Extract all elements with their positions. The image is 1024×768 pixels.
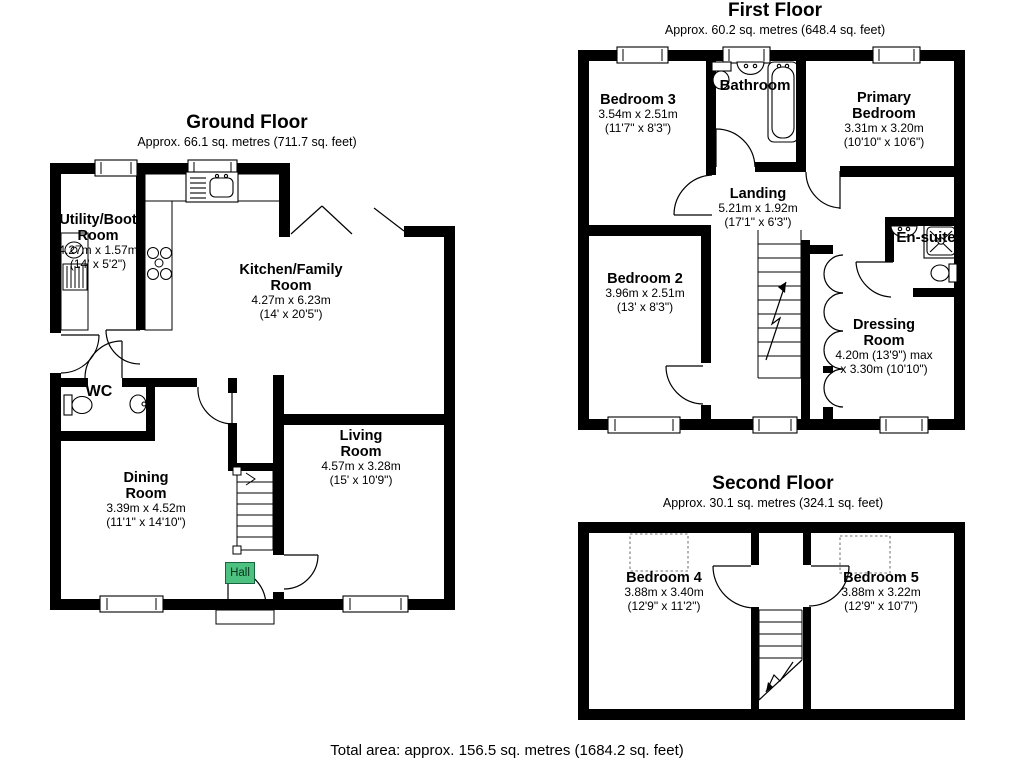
room-label-dining: Dining Room 3.39m x 4.52m (11'1" x 14'10") xyxy=(106,470,186,529)
room-label-primary-bedroom: Primary Bedroom 3.31m x 3.20m (10'10" x 10'6") xyxy=(843,90,925,149)
room-label-landing: Landing 5.21m x 1.92m (17'1" x 6'3") xyxy=(718,186,798,229)
second-floor-title-text: Second Floor xyxy=(712,473,834,494)
second-floor-plan xyxy=(578,522,965,720)
room-label-dressing: Dressing Room 4.20m (13'9") max x 3.30m (10'10") xyxy=(835,317,933,376)
room-label-wc: WC xyxy=(85,383,113,400)
hall-label-text: Hall xyxy=(230,567,250,579)
room-label-ensuite: En-suite xyxy=(896,229,956,246)
ground-floor-subtitle: Approx. 66.1 sq. metres (711.7 sq. feet) xyxy=(137,135,357,149)
first-floor-subtitle: Approx. 60.2 sq. metres (648.4 sq. feet) xyxy=(664,23,886,37)
room-label-kitchen-family: Kitchen/Family Room 4.27m x 6.23m (14' x 20'5") xyxy=(239,262,343,321)
ground-floor-stairs xyxy=(233,467,273,554)
room-label-utility: Utility/Boot Room 4.27m x 1.57m (14' x 5'2") xyxy=(58,212,138,271)
room-label-bedroom2: Bedroom 2 3.96m x 2.51m (13' x 8'3") xyxy=(605,271,685,314)
second-floor-subtitle: Approx. 30.1 sq. metres (324.1 sq. feet) xyxy=(662,496,884,510)
first-floor-title xyxy=(665,0,885,37)
room-label-bedroom5: Bedroom 5 3.88m x 3.22m (12'9" x 10'7") xyxy=(841,570,921,613)
first-floor-title-text: First Floor xyxy=(728,0,822,21)
first-floor-stairs xyxy=(758,230,801,378)
ground-floor-title xyxy=(137,112,356,149)
ground-floor-title-text: Ground Floor xyxy=(186,112,308,133)
second-floor-restricted-height xyxy=(630,534,890,573)
second-floor-stairs xyxy=(759,610,802,700)
porch-step xyxy=(216,610,274,624)
hob xyxy=(148,248,172,280)
total-area-text: Total area: approx. 156.5 sq. metres (1684.2 sq. feet) xyxy=(330,742,684,759)
room-label-hall xyxy=(225,562,255,584)
second-floor-title xyxy=(663,473,883,510)
room-label-bedroom3: Bedroom 3 3.54m x 2.51m (11'7" x 8'3") xyxy=(598,92,678,135)
room-label-bedroom4: Bedroom 4 3.88m x 3.40m (12'9" x 11'2") xyxy=(624,570,704,613)
kitchen-sink xyxy=(186,172,238,202)
room-label-living: Living Room 4.57m x 3.28m (15' x 10'9") xyxy=(321,428,401,487)
room-label-bathroom: Bathroom xyxy=(719,77,791,94)
